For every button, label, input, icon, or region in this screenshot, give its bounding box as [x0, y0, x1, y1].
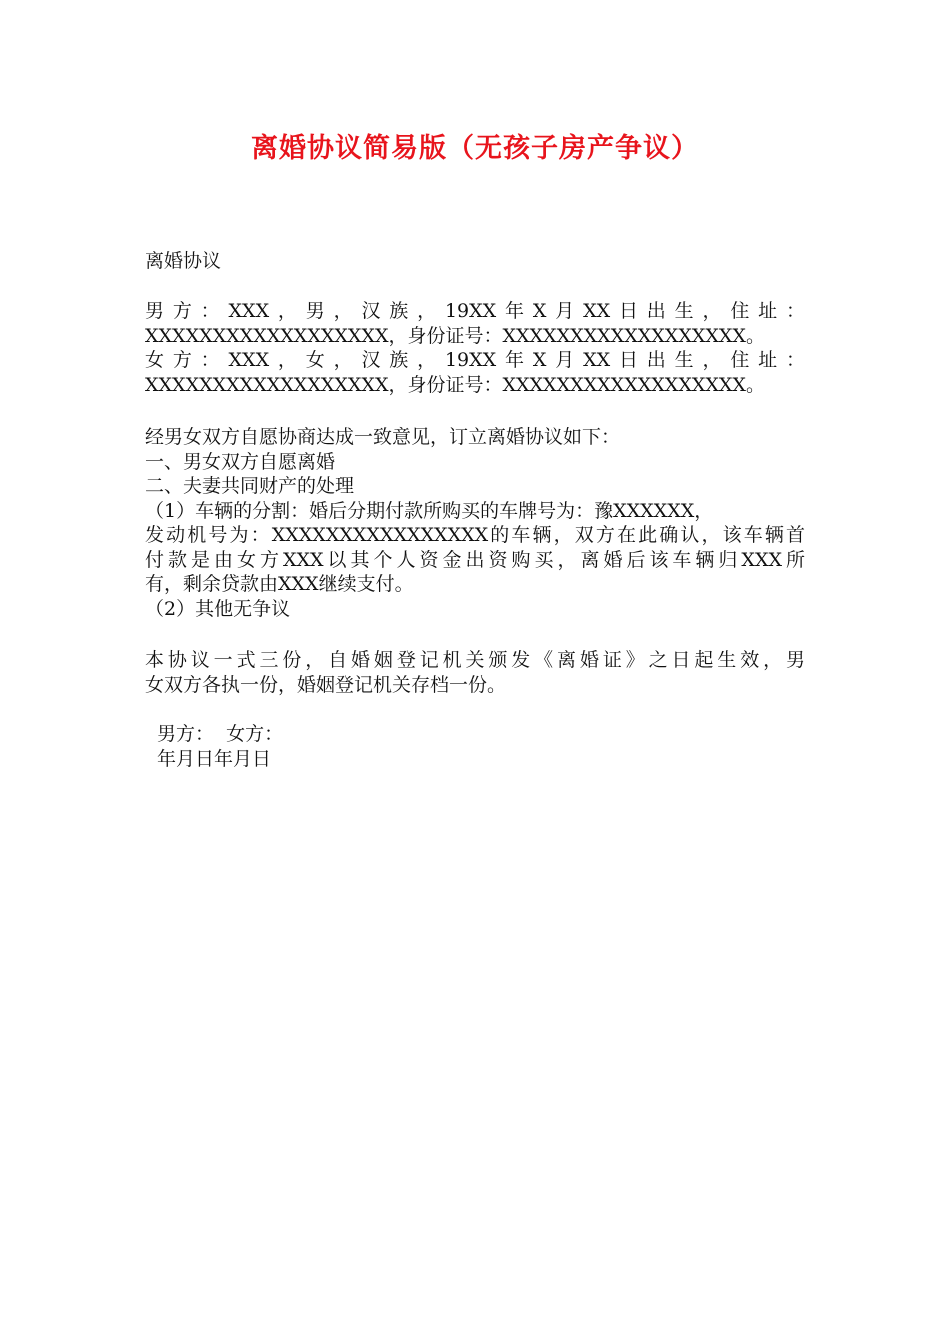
- document-title: 离婚协议简易版（无孩子房产争议）: [251, 133, 699, 164]
- signature-parties: 男方： 女方：: [157, 723, 284, 745]
- closing-line2: 女双方各执一份，婚姻登记机关存档一份。: [145, 673, 507, 696]
- male-party-line2: XXXXXXXXXXXXXXXXXX，身份证号：XXXXXXXXXXXXXXXXXX。: [145, 324, 765, 347]
- vehicle-item-line2: 发动机号为：XXXXXXXXXXXXXXXX的车辆，双方在此确认，该车辆首: [145, 524, 805, 546]
- vehicle-item-line3: 付款是由女方XXX以其个人资金出资购买，离婚后该车辆归XXX所: [145, 548, 805, 571]
- female-party-line2: XXXXXXXXXXXXXXXXXX，身份证号：XXXXXXXXXXXXXXXXXX。: [145, 373, 765, 396]
- other-item: （2）其他无争议: [145, 597, 291, 620]
- signature-dates: 年月日年月日: [157, 747, 272, 770]
- parties-section: [145, 299, 805, 397]
- male-party-line1: 男方：XXX，男，汉族，19XX年X月XX日出生，住址：: [145, 300, 805, 322]
- closing-section: [145, 648, 805, 697]
- closing-line1: 本协议一式三份，自婚姻登记机关颁发《离婚证》之日起生效，男: [145, 649, 805, 671]
- clause-divorce: 一、男女双方自愿离婚: [145, 450, 336, 473]
- vehicle-item-line1: （1）车辆的分割：婚后分期付款所购买的车牌号为：豫XXXXXX，: [145, 499, 714, 522]
- intro-text: 经男女双方自愿协商达成一致意见，订立离婚协议如下：: [145, 426, 621, 448]
- signature-section: [145, 722, 805, 771]
- vehicle-item-line4: 有，剩余贷款由XXX继续支付。: [145, 573, 414, 595]
- document-body: [145, 249, 805, 274]
- female-party-line1: 女方：XXX，女，汉族，19XX年X月XX日出生，住址：: [145, 349, 805, 371]
- terms-section: [145, 425, 805, 621]
- agreement-heading: 离婚协议: [145, 250, 222, 272]
- clause-property: 二、夫妻共同财产的处理: [145, 475, 355, 497]
